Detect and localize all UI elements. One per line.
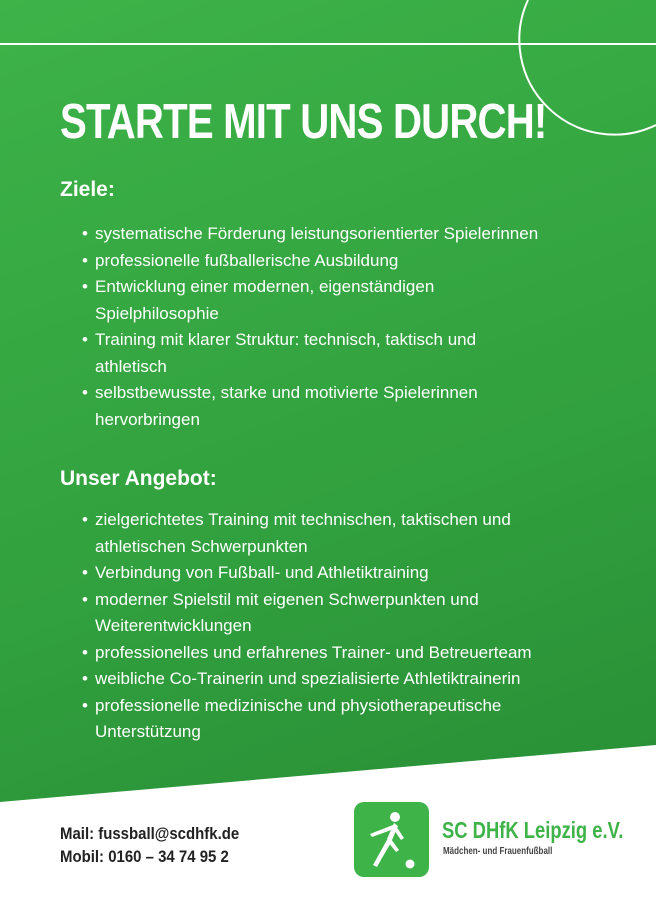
contact-mail[interactable]: Mail: fussball@scdhfk.de <box>60 824 240 843</box>
offer-title: Unser Angebot: <box>60 467 217 490</box>
contact-phone[interactable]: Mobil: 0160 – 34 74 95 2 <box>60 847 229 866</box>
club-logo <box>354 802 429 877</box>
offer-item: • zielgerichtetes Training mit technischen, taktischen und athletischen Schwerpunkten <box>83 507 575 560</box>
offer-item: • Verbindung von Fußball- und Athletiktraining <box>83 560 623 587</box>
goal-item: • systematische Förderung leistungsorientierter Spielerinnen <box>83 221 623 248</box>
contact-block <box>60 822 239 868</box>
goals-title: Ziele: <box>60 178 115 201</box>
goal-item: • Training mit klarer Struktur: technisch, taktisch und athletisch <box>83 327 495 380</box>
offer-list <box>83 507 623 746</box>
goals-list <box>83 221 623 433</box>
club-subtitle: Mädchen- und Frauenfußball <box>443 846 553 857</box>
headline: STARTE MIT UNS DURCH! <box>60 95 547 149</box>
goal-item: • professionelle fußballerische Ausbildung <box>83 248 623 275</box>
offer-item: • moderner Spielstil mit eigenen Schwerpunkten und Weiterentwicklungen <box>83 587 545 640</box>
offer-item: • professionelles und erfahrenes Trainer- und Betreuerteam <box>83 640 623 667</box>
offer-item: • professionelle medizinische und physiotherapeutische Unterstützung <box>83 693 565 746</box>
soccer-player-icon <box>354 802 429 877</box>
goal-item: • Entwicklung einer modernen, eigenständigen Spielphilosophie <box>83 274 495 327</box>
goal-item: • selbstbewusste, starke und motivierte Spielerinnen hervorbringen <box>83 380 535 433</box>
club-name: SC DHfK Leipzig e.V. <box>442 817 624 843</box>
offer-item: • weibliche Co-Trainerin und spezialisierte Athletiktrainerin <box>83 666 623 693</box>
